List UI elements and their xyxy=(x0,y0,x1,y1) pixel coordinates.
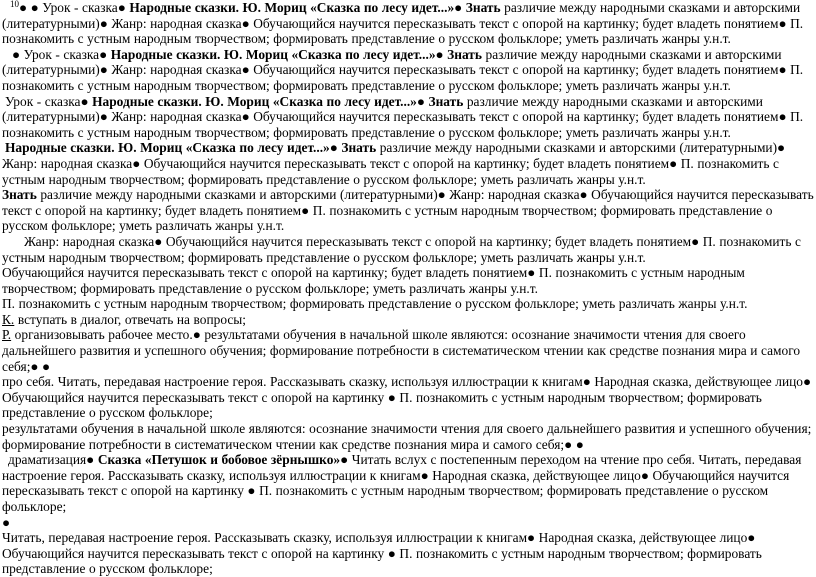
text-segment: драматизация● xyxy=(8,452,98,468)
text-segment: Читать, передавая настроение героя. Рассказывать сказку, используя иллюстрации к книгам● Народная сказка, действующее лицо● Обучающийся научится пересказывать текст с опорой на картинку ● П. познакомить с устным народным творчеством; формировать представление о русском фольклоре; xyxy=(2,530,762,577)
paragraph-p7 xyxy=(2,265,814,296)
bold-text: Знать xyxy=(2,187,37,203)
paragraph-p6 xyxy=(2,234,814,265)
text-segment: различие между народными сказками и авторскими (литературными)● Жанр: народная сказка● Обучающийся научится пересказывать текст с опорой на картинку; будет владеть понятием● П. познакомить с устным народным творчеством; формировать представление о русском фольклоре; уметь различать жанры у.н.т. xyxy=(2,0,804,47)
text-segment: организовывать рабочее место.● результатами обучения в начальной школе являются: осознание значимости чтения для своего дальнейшего развития и успешного обучения; формирование потребности в систематическом чтении как средстве познания мира и самого себя;● ● xyxy=(2,327,801,374)
text-segment: различие между народными сказками и авторскими (литературными)● Жанр: народная сказка● Обучающийся научится пересказывать текст с опорой на картинку; будет владеть понятием● П. познакомить с устным народным творчеством; формировать представление о русском фольклоре; уметь различать жанры у.н.т. xyxy=(2,140,786,187)
paragraph-p11 xyxy=(2,374,814,421)
text-segment: Обучающийся научится пересказывать текст с опорой на картинку; будет владеть понятием● П. познакомить с устным народным творчеством; формировать представление о русском фольклоре; уметь различать жанры у.н.т. xyxy=(2,265,745,296)
text-segment: ● xyxy=(2,514,11,530)
bold-text: Народные сказки. Ю. Мориц «Сказка по лесу идет...»● Знать xyxy=(110,46,482,62)
bold-text: Народные сказки. Ю. Мориц «Сказка по лесу идет...»● Знать xyxy=(129,0,501,15)
paragraph-p15 xyxy=(2,530,814,577)
paragraph-p10 xyxy=(2,327,814,374)
text-segment: ● Читать вслух с постепенным переходом на чтение про себя. Читать, передавая настроение героя. Рассказывать сказку, используя иллюстрации к книгам● Народная сказка, действующее лицо● Обучающийся научится пересказывать текст с опорой на картинку ● П. познакомить с устным народным творчеством; формировать представление о русском фольклоре; xyxy=(2,452,802,514)
label-text: Р. xyxy=(2,327,12,343)
text-segment: П. познакомить с устным народным творчеством; формировать представление о русском фольклоре; уметь различать жанры у.н.т. xyxy=(2,296,748,312)
paragraph-p14 xyxy=(2,515,814,531)
text-segment: вступать в диалог, отвечать на вопросы; xyxy=(14,311,247,327)
text-segment: ● ● Урок - сказка● xyxy=(19,0,130,15)
text-segment: Жанр: народная сказка● Обучающийся научится пересказывать текст с опорой на картинку; будет владеть понятием● П. познакомить с устным народным творчеством; формировать представление о русском фольклоре; уметь различать жанры у.н.т. xyxy=(2,233,801,265)
page-number: 10 xyxy=(10,0,19,9)
bold-text: Сказка «Петушок и бобовое зёрнышко» xyxy=(97,452,341,468)
paragraph-p12 xyxy=(2,421,814,452)
paragraph-p4 xyxy=(2,140,814,187)
text-segment: различие между народными сказками и авторскими (литературными)● Жанр: народная сказка● Обучающийся научится пересказывать текст с опорой на картинку; будет владеть понятием● П. познакомить с устным народным творчеством; формировать представление о русском фольклоре; уметь различать жанры у.н.т. xyxy=(2,46,804,93)
paragraph-p5 xyxy=(2,187,814,234)
paragraph-p3 xyxy=(2,94,814,141)
label-text: К. xyxy=(2,311,15,327)
text-segment: результатами обучения в начальной школе являются: осознание значимости чтения для своего дальнейшего развития и успешного обучения; формирование потребности в систематическом чтении как средстве познания мира и самого себя;● ● xyxy=(2,421,812,452)
text-segment: ● Урок - сказка● xyxy=(12,46,111,62)
bold-text: Народные сказки. Ю. Мориц «Сказка по лесу идет...»● Знать xyxy=(5,140,377,156)
text-segment: различие между народными сказками и авторскими (литературными)● Жанр: народная сказка● Обучающийся научится пересказывать текст с опорой на картинку; будет владеть понятием● П. познакомить с устным народным творчеством; формировать представление о русском фольклоре; уметь различать жанры у.н.т. xyxy=(2,93,804,140)
paragraph-p13 xyxy=(2,452,814,514)
paragraph-p9 xyxy=(2,312,814,328)
text-segment: Урок - сказка● xyxy=(5,93,93,109)
paragraph-p1 xyxy=(2,0,814,47)
text-segment: про себя. Читать, передавая настроение героя. Рассказывать сказку, используя иллюстрации к книгам● Народная сказка, действующее лицо● Обучающийся научится пересказывать текст с опорой на картинку ● П. познакомить с устным народным творчеством; формировать представление о русском фольклоре; xyxy=(2,374,812,421)
paragraph-p8 xyxy=(2,296,814,312)
paragraph-p2 xyxy=(2,47,814,94)
text-segment: различие между народными сказками и авторскими (литературными)● Жанр: народная сказка● Обучающийся научится пересказывать текст с опорой на картинку; будет владеть понятием● П. познакомить с устным народным творчеством; формировать представление о русском фольклоре; уметь различать жанры у.н.т. xyxy=(2,187,814,234)
bold-text: Народные сказки. Ю. Мориц «Сказка по лесу идет...»● Знать xyxy=(92,93,464,109)
